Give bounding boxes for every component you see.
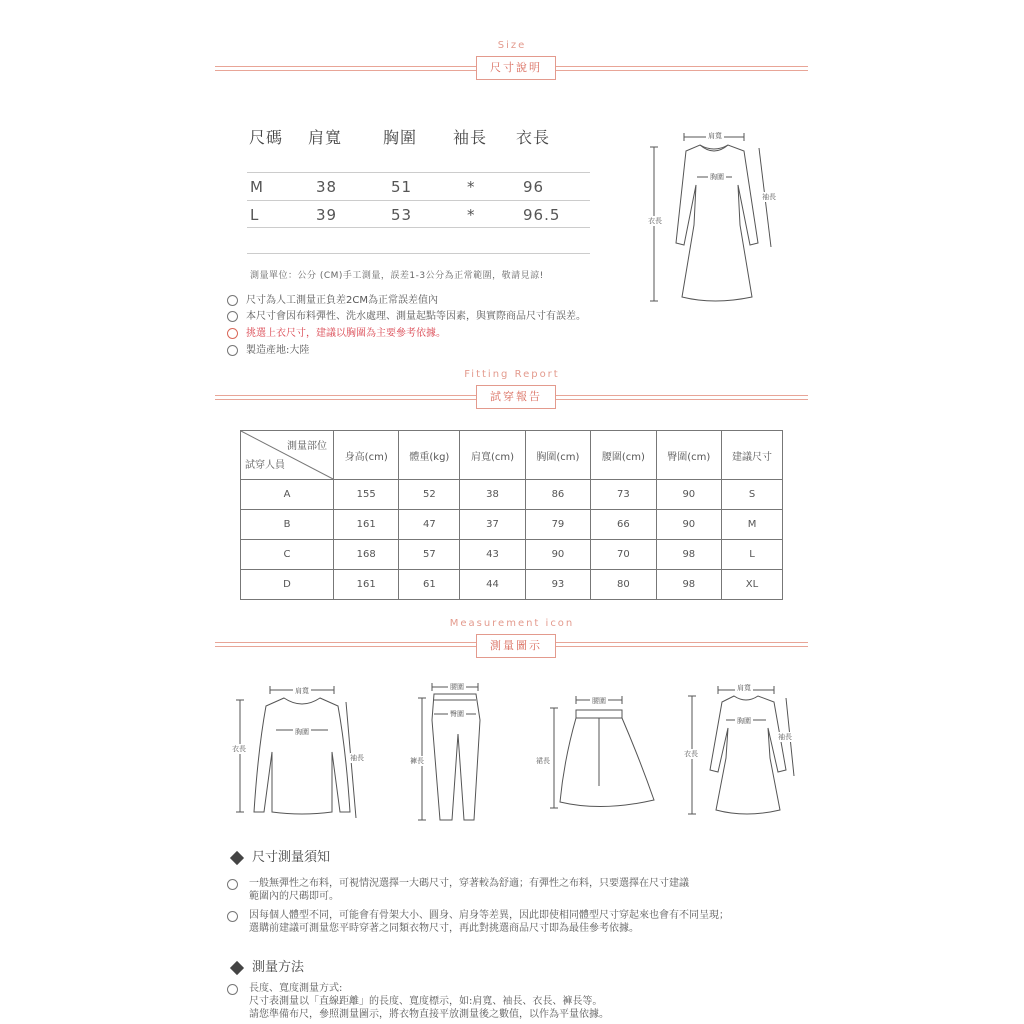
fitting-cell: 79 [525, 510, 590, 540]
fitting-cell: 161 [334, 570, 399, 600]
top-label-chest: 胸圍 [295, 728, 309, 736]
size-cell: * [467, 206, 476, 224]
circle-bullet-icon [227, 295, 238, 306]
fitting-cell: A [241, 480, 334, 510]
dress-diagram [640, 125, 790, 310]
fitting-cell: L [722, 540, 783, 570]
fitting-cell: M [722, 510, 783, 540]
fitting-section-en-title: Fitting Report [464, 369, 560, 380]
pants-icon [398, 680, 498, 830]
fitting-header-cell: 體重(kg) [399, 431, 460, 480]
fitting-cell: 57 [399, 540, 460, 570]
size-section-en-title: Size [497, 40, 527, 51]
method-heading: 測量方法 [230, 956, 304, 975]
fitting-cell: 66 [591, 510, 656, 540]
pants-label-waist: 腰圍 [450, 683, 464, 691]
fitting-cell: 90 [656, 480, 721, 510]
circle-bullet-icon [227, 879, 238, 890]
table-rule [247, 172, 590, 173]
skirt-label-length: 裙長 [536, 757, 550, 765]
pants-label-length: 褲長 [410, 757, 424, 765]
fitting-cell: 155 [334, 480, 399, 510]
table-row [241, 510, 783, 540]
measure-section-en-title: Measurement icon [449, 618, 575, 629]
circle-bullet-icon [227, 911, 238, 922]
size-cell: L [250, 206, 260, 224]
dress-label-shoulder: 肩寬 [708, 132, 722, 140]
circle-bullet-icon [227, 345, 238, 356]
size-cell: 39 [316, 206, 338, 224]
fitting-table-corner: 測量部位 試穿人員 [241, 431, 334, 480]
top-label-length: 衣長 [232, 745, 246, 753]
table-rule [247, 253, 590, 254]
size-header-size: 尺碼 [249, 128, 284, 147]
size-cell: M [250, 178, 264, 196]
size-section-title: 尺寸說明 [476, 56, 556, 80]
size-cell: 53 [391, 206, 413, 224]
diamond-icon [230, 960, 244, 974]
diamond-icon [230, 850, 244, 864]
fitting-cell: S [722, 480, 783, 510]
dress-icon-label-chest: 胸圍 [737, 717, 751, 725]
notice-heading: 尺寸測量須知 [230, 846, 330, 865]
top-garment-icon [228, 680, 368, 830]
fitting-cell: 80 [591, 570, 656, 600]
fitting-cell: 61 [399, 570, 460, 600]
skirt-icon [530, 690, 660, 820]
size-cell: 96.5 [523, 206, 561, 224]
size-header-shoulder: 肩寬 [308, 128, 343, 147]
fitting-header-cell: 肩寬(cm) [460, 431, 525, 480]
size-note-item: 製造產地:大陸 [227, 341, 309, 355]
dress-label-sleeve: 袖長 [762, 193, 776, 201]
size-cell: 38 [316, 178, 338, 196]
table-rule [247, 227, 590, 228]
size-header-sleeve: 袖長 [453, 128, 488, 147]
dress-label-length: 衣長 [648, 217, 662, 225]
fitting-cell: 38 [460, 480, 525, 510]
fitting-cell: 73 [591, 480, 656, 510]
fitting-cell: 168 [334, 540, 399, 570]
size-header-length: 衣長 [516, 128, 551, 147]
table-row [241, 570, 783, 600]
fitting-cell: 37 [460, 510, 525, 540]
fitting-cell: 43 [460, 540, 525, 570]
skirt-label-waist: 腰圍 [592, 697, 606, 705]
dress-icon-label-sleeve: 袖長 [778, 733, 792, 741]
dress-icon-label-length: 衣長 [684, 750, 698, 758]
table-row [241, 540, 783, 570]
size-note-item: 尺寸為人工測量正負差2CM為正常誤差值內 [227, 291, 438, 305]
top-label-sleeve: 袖長 [350, 754, 364, 762]
fitting-cell: 161 [334, 510, 399, 540]
circle-bullet-icon [227, 328, 238, 339]
fitting-cell: 86 [525, 480, 590, 510]
size-cell: 96 [523, 178, 545, 196]
fitting-section-title: 試穿報告 [476, 385, 556, 409]
fitting-cell: 90 [525, 540, 590, 570]
dress-label-chest: 胸圍 [710, 173, 724, 181]
size-note-item: 本尺寸會因布料彈性、洗水處理、測量起點等因素，與實際商品尺寸有誤差。 [227, 307, 586, 321]
fitting-table [240, 430, 783, 600]
size-cell: 51 [391, 178, 413, 196]
circle-bullet-icon [227, 311, 238, 322]
fitting-header-cell: 臀圍(cm) [656, 431, 721, 480]
fitting-header-cell: 腰圍(cm) [591, 431, 656, 480]
measure-section-title: 測量圖示 [476, 634, 556, 658]
fitting-cell: 47 [399, 510, 460, 540]
table-rule [247, 200, 590, 201]
pants-label-hip: 臀圍 [450, 710, 464, 718]
fitting-cell: 98 [656, 570, 721, 600]
fitting-cell: D [241, 570, 334, 600]
fitting-cell: 44 [460, 570, 525, 600]
fitting-header-cell: 建議尺寸 [722, 431, 783, 480]
size-cell: * [467, 178, 476, 196]
circle-bullet-icon [227, 984, 238, 995]
fitting-header-cell: 身高(cm) [334, 431, 399, 480]
fitting-cell: 98 [656, 540, 721, 570]
measurement-unit-note: 測量單位：公分 (CM)手工測量，誤差1-3公分為正常範圍，敬請見諒! [250, 271, 544, 281]
fitting-cell: XL [722, 570, 783, 600]
fitting-cell: B [241, 510, 334, 540]
fitting-cell: 93 [525, 570, 590, 600]
size-note-item-highlight: 挑選上衣尺寸，建議以胸圍為主要參考依據。 [227, 324, 446, 338]
dress-icon-label-shoulder: 肩寬 [737, 684, 751, 692]
fitting-cell: 52 [399, 480, 460, 510]
fitting-cell: 70 [591, 540, 656, 570]
fitting-cell: 90 [656, 510, 721, 540]
fitting-header-cell: 胸圍(cm) [525, 431, 590, 480]
fitting-cell: C [241, 540, 334, 570]
top-label-shoulder: 肩寬 [295, 687, 309, 695]
table-row [241, 480, 783, 510]
size-header-chest: 胸圍 [383, 128, 418, 147]
